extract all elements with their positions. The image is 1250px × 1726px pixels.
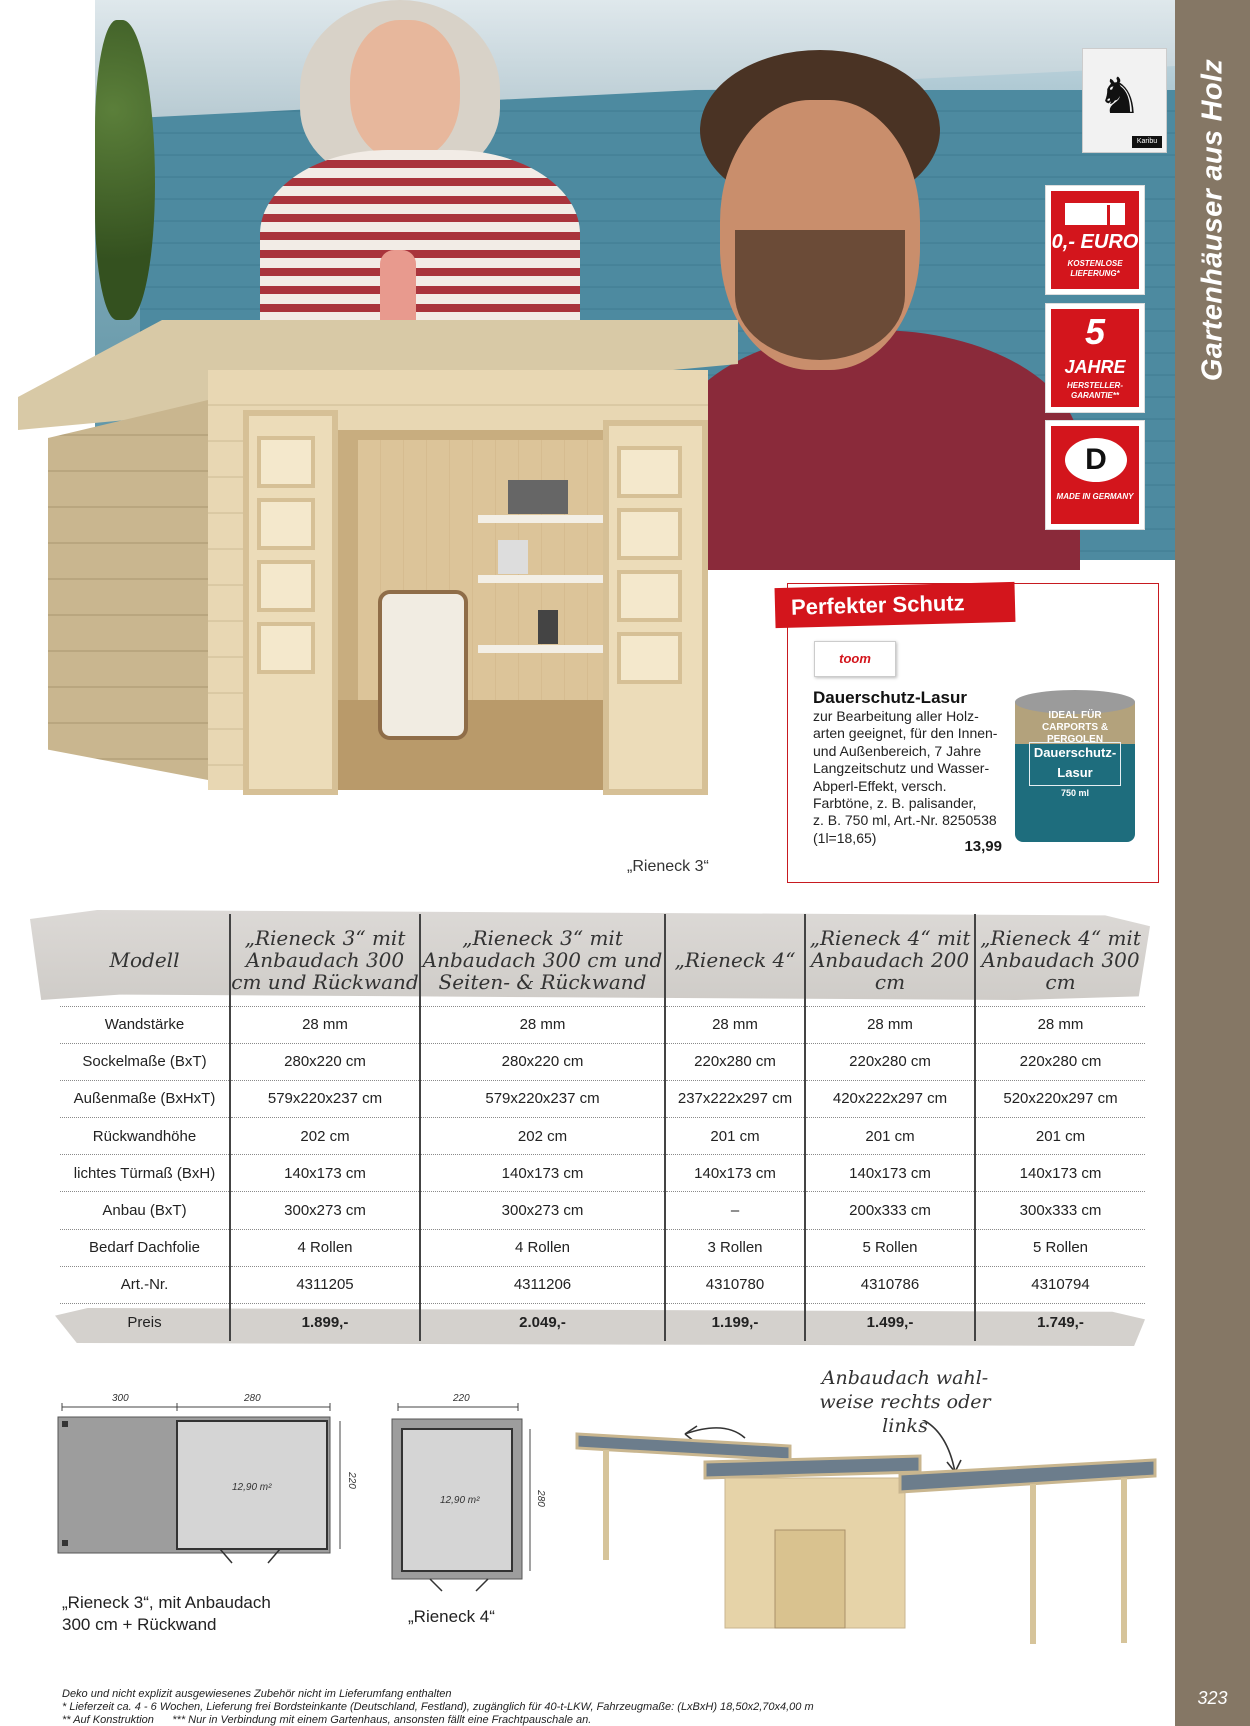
cell: 28 mm	[665, 1006, 805, 1043]
cell: 5 Rollen	[805, 1229, 975, 1266]
floor-plan-caption: „Rieneck 4“	[408, 1607, 495, 1626]
cell: 200x333 cm	[805, 1192, 975, 1229]
annotation-line: links	[882, 1415, 928, 1437]
footer-line: * Lieferzeit ca. 4 - 6 Wochen, Lieferung frei Bordsteinkante (Deutschland, Festland), zugänglich für 40-t-LKW, Fahrzeugmaße: (LxBxH) 18,50x2,70x4,00 m	[62, 1701, 814, 1713]
can-label	[1029, 742, 1121, 798]
cell: 201 cm	[805, 1118, 975, 1155]
shed-door-left	[243, 410, 338, 795]
can-volume: 750 ml	[1060, 788, 1090, 798]
row-label: Preis	[60, 1304, 230, 1341]
door-pane	[257, 622, 315, 674]
table-row	[60, 1006, 1145, 1043]
cell: 4310780	[665, 1266, 805, 1303]
badge-body	[1051, 191, 1139, 289]
dimension-label: 280	[534, 1490, 546, 1507]
row-label: Außenmaße (BxHxT)	[60, 1080, 230, 1117]
door-pane	[617, 446, 682, 498]
cell: 420x222x297 cm	[805, 1080, 975, 1117]
cell: 28 mm	[230, 1006, 420, 1043]
area-label: 12,90 m²	[232, 1482, 272, 1493]
header-model: „Rieneck 4“	[665, 914, 805, 1006]
box	[498, 540, 528, 574]
cell: 280x220 cm	[420, 1043, 665, 1080]
shelf	[478, 575, 608, 583]
header-model: „Rieneck 3“ mit Anbaudach 300 cm und Rückwand	[230, 914, 420, 1006]
table-row	[60, 1192, 1145, 1229]
paint-can-image	[1015, 690, 1135, 848]
footer-notes	[62, 1688, 1162, 1726]
comparison-table	[60, 914, 1145, 1341]
price-row	[60, 1304, 1145, 1341]
cell: 140x173 cm	[805, 1155, 975, 1192]
cell: 4310794	[975, 1266, 1145, 1303]
cell: 237x222x297 cm	[665, 1080, 805, 1117]
door-pane	[257, 498, 315, 550]
table-row	[60, 1229, 1145, 1266]
floor-plan-caption	[62, 1592, 271, 1636]
dimension-label: 220	[345, 1472, 357, 1489]
floor-plan-rieneck3	[40, 1395, 360, 1595]
row-label: Bedarf Dachfolie	[60, 1229, 230, 1266]
table-row	[60, 1043, 1145, 1080]
cell: 202 cm	[230, 1118, 420, 1155]
price-cell: 2.049,-	[420, 1304, 665, 1341]
floor-plan-rieneck4	[390, 1395, 550, 1600]
section-title: Gartenhäuser aus Holz	[1196, 58, 1228, 382]
cell: 201 cm	[665, 1118, 805, 1155]
warranty-badge	[1045, 303, 1145, 413]
free-delivery-badge	[1045, 185, 1145, 295]
roof-post	[1121, 1478, 1127, 1643]
delivery-price: 0,- EURO	[1051, 231, 1139, 253]
door-pane	[617, 570, 682, 622]
table-row	[60, 1266, 1145, 1303]
header-model: „Rieneck 3“ mit Anbaudach 300 cm und Seiten- & Rückwand	[420, 914, 665, 1006]
karibu-wordmark: Karibu	[1132, 136, 1162, 148]
cell: 4311205	[230, 1266, 420, 1303]
desc-line: zur Bearbeitung aller Holz-	[813, 708, 979, 724]
post	[62, 1421, 68, 1427]
shed-door-right	[603, 420, 708, 795]
woman-face	[350, 20, 460, 160]
toom-logo: toom	[814, 641, 896, 677]
page-number: 323	[1197, 1688, 1228, 1708]
floor-plan-drawing	[40, 1395, 360, 1595]
roof-diagram-drawing	[575, 1420, 1175, 1680]
man-beard	[735, 230, 905, 360]
door-swing	[430, 1579, 488, 1591]
elk-icon: ♞	[1097, 68, 1142, 124]
cell: 140x173 cm	[420, 1155, 665, 1192]
garden-shed-image	[18, 320, 738, 850]
cell: 579x220x237 cm	[420, 1080, 665, 1117]
dimension-label: 220	[453, 1393, 470, 1404]
table-header-row	[60, 914, 1145, 1006]
cell: 5 Rollen	[975, 1229, 1145, 1266]
country-code-oval: D	[1065, 438, 1127, 482]
row-label: lichtes Türmaß (BxH)	[60, 1155, 230, 1192]
shelf	[478, 645, 608, 653]
cell: 201 cm	[975, 1118, 1145, 1155]
header-modell: Modell	[60, 914, 230, 1006]
cell: 280x220 cm	[230, 1043, 420, 1080]
header-model: „Rieneck 4“ mit Anbaudach 200 cm	[805, 914, 975, 1006]
cell: 3 Rollen	[665, 1229, 805, 1266]
row-label: Sockelmaße (BxT)	[60, 1043, 230, 1080]
row-label: Anbau (BxT)	[60, 1192, 230, 1229]
door-pane	[617, 508, 682, 560]
door-pane	[257, 436, 315, 488]
cell: 300x273 cm	[420, 1192, 665, 1229]
shed-with-roof-diagram	[575, 1420, 1175, 1680]
made-in-germany-text: MADE IN GERMANY	[1056, 492, 1134, 501]
desc-line: Abperl-Effekt, versch.	[813, 777, 947, 794]
cell: 4311206	[420, 1266, 665, 1303]
woman-figure	[260, 0, 580, 360]
warranty-text: HERSTELLER-GARANTIE**	[1067, 381, 1123, 400]
door-pane	[257, 560, 315, 612]
row-label: Wandstärke	[60, 1006, 230, 1043]
annotation-line: weise rechts oder	[819, 1391, 991, 1413]
footer-line: ** Auf Konstruktion *** Nur in Verbindung mit einem Gartenhaus, ansonsten fällt eine Frachtpauschale an.	[62, 1714, 592, 1726]
price-cell: 1.199,-	[665, 1304, 805, 1341]
door-pane	[617, 632, 682, 684]
shed-door	[775, 1530, 845, 1628]
product-box-header: Perfekter Schutz	[775, 582, 1016, 628]
right-roof	[900, 1460, 1155, 1492]
product-name: Dauerschutz-Lasur	[813, 688, 967, 707]
dimension-label: 300	[112, 1393, 129, 1404]
truck-cab-icon	[1107, 205, 1125, 225]
warranty-years-number: 5	[1084, 311, 1106, 352]
arrow-left-icon	[685, 1428, 745, 1438]
post	[62, 1540, 68, 1546]
shed-roof-diagram	[705, 1456, 920, 1478]
cell: 28 mm	[420, 1006, 665, 1043]
footer-line: Deko und nicht explizit ausgewiesenes Zubehör nicht im Lieferumfang enthalten	[62, 1688, 452, 1700]
price-cell: 1.749,-	[975, 1304, 1145, 1341]
header-model: „Rieneck 4“ mit Anbaudach 300 cm	[980, 925, 1141, 994]
cell: 520x220x297 cm	[975, 1080, 1145, 1117]
table-row	[60, 1118, 1145, 1155]
desc-line: Langzeitschutz und Wasser-	[813, 760, 990, 777]
hero-caption: „Rieneck 3“	[627, 858, 709, 875]
cell: 28 mm	[805, 1006, 975, 1043]
cell: 300x333 cm	[975, 1192, 1145, 1229]
desc-line: und Außenbereich, 7 Jahre	[813, 742, 982, 759]
area-label: 12,90 m²	[440, 1495, 480, 1506]
cell: 579x220x237 cm	[230, 1080, 420, 1117]
bottle-decor	[538, 610, 558, 644]
roof-post	[1030, 1484, 1036, 1644]
table-row	[60, 1155, 1145, 1192]
desc-line: (1l=18,65)	[813, 829, 877, 846]
delivery-text: KOSTENLOSE LIEFERUNG*	[1067, 259, 1123, 278]
roof-post	[603, 1450, 609, 1560]
cell: 202 cm	[420, 1118, 665, 1155]
product-price: 13,99	[964, 838, 1002, 855]
made-in-germany-badge	[1045, 420, 1145, 530]
shed-side-wall	[48, 400, 208, 780]
cell: –	[665, 1192, 805, 1229]
caption-line: „Rieneck 3“, mit Anbaudach	[62, 1593, 271, 1612]
warranty-years-unit: JAHRE	[1064, 357, 1126, 377]
shelf	[478, 515, 608, 523]
cell: 300x273 cm	[230, 1192, 420, 1229]
basket	[508, 480, 568, 514]
karibu-logo	[1082, 48, 1167, 153]
price-cell: 1.499,-	[805, 1304, 975, 1341]
badge-body	[1051, 426, 1139, 524]
badge-body	[1051, 309, 1139, 407]
cell: 28 mm	[975, 1006, 1145, 1043]
desc-line: z. B. 750 ml, Art.-Nr. 8250538	[813, 812, 997, 829]
cell: 140x173 cm	[975, 1155, 1145, 1192]
product-description	[813, 708, 1013, 847]
table-row	[60, 1080, 1145, 1117]
dimension-label: 280	[244, 1393, 261, 1404]
cell: 140x173 cm	[665, 1155, 805, 1192]
cell: 140x173 cm	[230, 1155, 420, 1192]
can-tag: IDEAL FÜR CARPORTS & PERGOLEN	[1041, 710, 1109, 745]
cell: 220x280 cm	[665, 1043, 805, 1080]
section-title-vertical	[1175, 0, 1250, 440]
cell: 220x280 cm	[805, 1043, 975, 1080]
desc-line: arten geeignet, für den Innen-	[813, 725, 998, 742]
cell: 4 Rollen	[420, 1229, 665, 1266]
cell: 220x280 cm	[975, 1043, 1145, 1080]
annotation-line: Anbaudach wahl-	[821, 1367, 989, 1389]
cell: 4 Rollen	[230, 1229, 420, 1266]
desc-line: Farbtöne, z. B. palisander,	[813, 795, 977, 812]
caption-line: 300 cm + Rückwand	[62, 1615, 217, 1634]
price-cell: 1.899,-	[230, 1304, 420, 1341]
chair	[378, 590, 468, 740]
can-label-text: Dauerschutz-Lasur	[1033, 745, 1117, 780]
row-label: Rückwandhöhe	[60, 1118, 230, 1155]
cell: 4310786	[805, 1266, 975, 1303]
row-label: Art.-Nr.	[60, 1266, 230, 1303]
